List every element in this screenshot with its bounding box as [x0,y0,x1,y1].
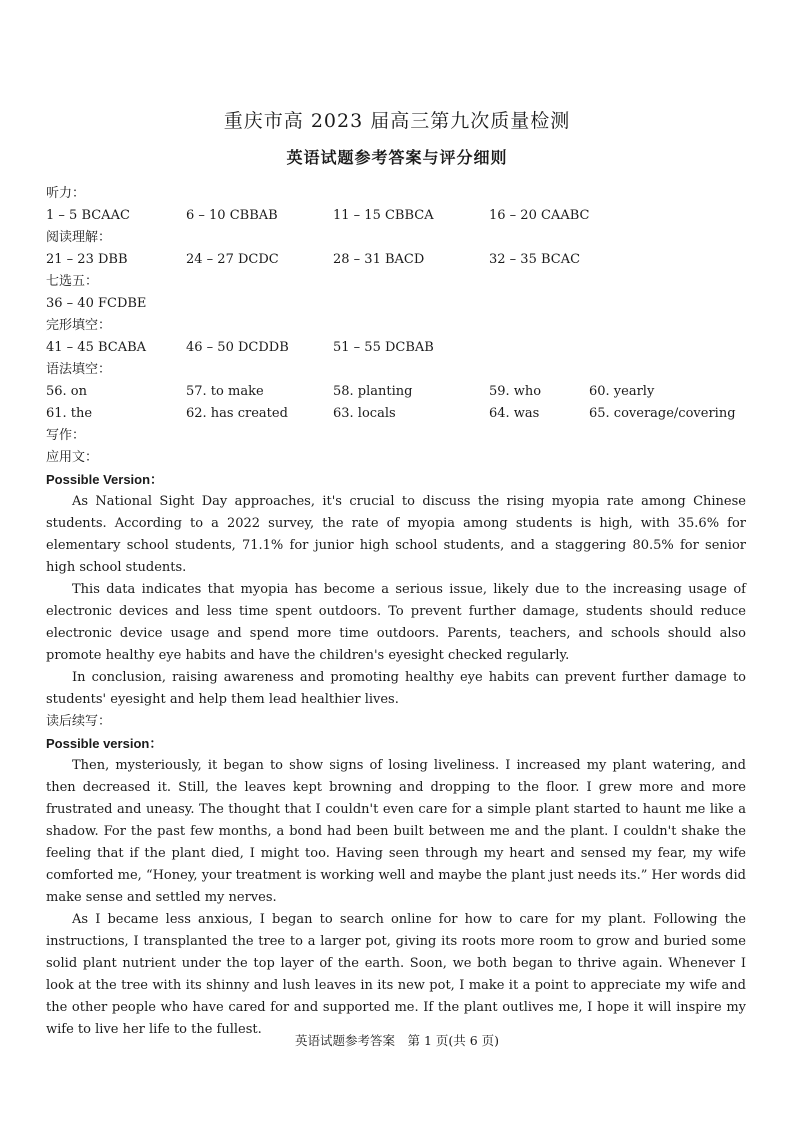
answer-row [46,249,746,271]
essay-paragraph: As National Sight Day approaches, it's crucial to discuss the rising myopia rate among Chinese students. According to a 2022 survey, the rate of myopia among students is high, with 35.6% for elementary school students, 71.1% for junior high school students, and a staggering 80.5% for senior high school students. [46,494,746,575]
section-label-grammar: 语法填空： [46,362,112,377]
answer-cell: 24 – 27 DCDC [186,252,279,267]
essay-paragraph: Then, mysteriously, it began to show signs of losing liveliness. I increased my plant watering, and then decreased it. Still, the leaves kept browning and dropping to the floor. I grew more and more frustrated and uneasy. The thought that I couldn't even care for a simple plant started to haunt me like a shadow. For the past few months, a bond had been built between me and the plant. I couldn't shake the feeling that if the plant died, I might too. Having seen through my heart and sensed my fear, my wife comforted me, “Honey, your treatment is working well and maybe the plant just needs its.” Her words did make sense and settled my nerves. [46,758,746,905]
possible-version-label: Possible Version： [46,472,164,487]
page-subtitle: 英语试题参考答案与评分细则 [286,148,508,167]
section-label-practical-writing: 应用文： [46,450,99,465]
answer-cell: 61. the [46,406,93,421]
section-label-writing: 写作： [46,428,86,443]
answer-row [46,381,746,403]
answer-cell: 60. yearly [589,384,655,399]
answer-row [46,293,746,315]
possible-version-label: Possible version： [46,736,163,751]
section-label-continuation-writing: 读后续写： [46,714,112,729]
answer-cell: 36 – 40 FCDBE [46,296,147,311]
answer-cell: 56. on [46,384,88,399]
answer-cell: 11 – 15 CBBCA [333,208,434,223]
essay-paragraph: In conclusion, raising awareness and promoting healthy eye habits can prevent further damage to students' eyesight and help them lead healthier lives. [46,670,746,707]
section-label-reading: 阅读理解： [46,230,112,245]
answer-cell: 28 – 31 BACD [333,252,425,267]
answer-row [46,337,746,359]
answer-cell: 46 – 50 DCDDB [186,340,289,355]
answer-cell: 63. locals [333,406,396,421]
answer-cell: 41 – 45 BCABA [46,340,147,355]
answer-cell: 59. who [489,384,542,399]
answer-row [46,403,746,425]
essay-paragraph: This data indicates that myopia has become a serious issue, likely due to the increasing usage of electronic devices and less time spent outdoors. To prevent further damage, students should reduce electronic device usage and spend more time outdoors. Parents, teachers, and schools should also promote healthy eye habits and have the children's eyesight checked regularly. [46,582,746,663]
section-label-seven-choose-five: 七选五： [46,274,99,289]
answer-cell: 51 – 55 DCBAB [333,340,434,355]
answer-cell: 32 – 35 BCAC [489,252,581,267]
answer-cell: 65. coverage/covering [589,406,736,421]
answer-content [46,183,746,1041]
answer-cell: 57. to make [186,384,264,399]
answer-cell: 58. planting [333,384,413,399]
essay-paragraph: As I became less anxious, I began to search online for how to care for my plant. Following the instructions, I transplanted the tree to a larger pot, giving its roots more room to grow and buried some solid plant nutrient under the top layer of the earth. Soon, we both began to thrive again. Whenever I look at the tree with its shinny and lush leaves in its new pot, I make it a point to appreciate my wife and the other people who have cared for and supported me. If the plant outlives me, I hope it will inspire my wife to live her life to the fullest. [46,912,746,1037]
answer-row [46,205,746,227]
answer-cell: 62. has created [186,406,288,421]
section-label-listening: 听力： [46,186,86,201]
page-title: 重庆市高 2023 届高三第九次质量检测 [223,110,571,132]
answer-cell: 16 – 20 CAABC [489,208,590,223]
answer-cell: 1 – 5 BCAAC [46,208,130,223]
answer-cell: 6 – 10 CBBAB [186,208,278,223]
section-label-cloze: 完形填空： [46,318,112,333]
answer-cell: 21 – 23 DBB [46,252,128,267]
answer-cell: 64. was [489,406,540,421]
page-footer: 英语试题参考答案 第 1 页(共 6 页) [294,1033,500,1048]
